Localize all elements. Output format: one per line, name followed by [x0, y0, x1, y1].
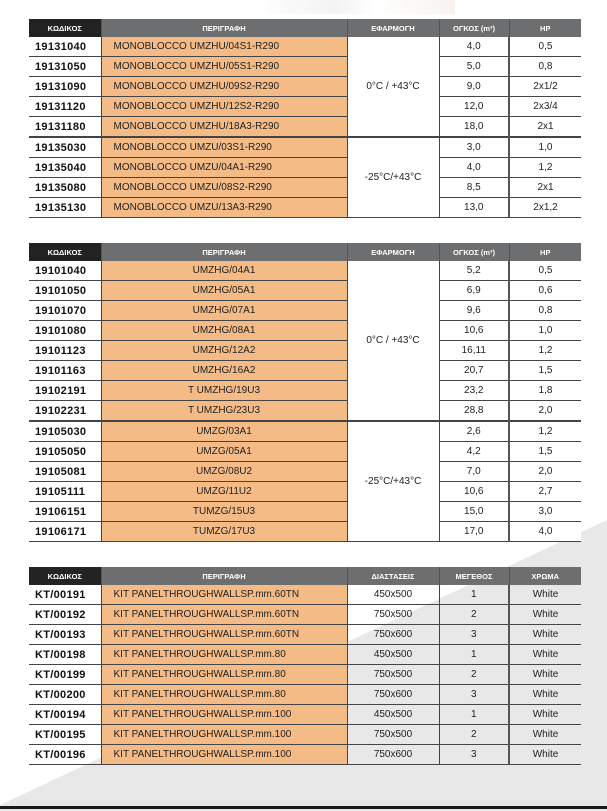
size-value: 3	[439, 685, 509, 705]
product-description: KIT PANELTHROUGHWALLSP.mm.60TN	[101, 585, 347, 605]
product-code: 19101040	[29, 261, 101, 281]
product-description: MONOBLOCCO UMZHU/18A3-R290	[101, 117, 347, 138]
product-code: 19105111	[29, 482, 101, 502]
column-header: ΔΙΑΣΤΑΣΕΙΣ	[347, 567, 439, 585]
product-code: KT/00191	[29, 585, 101, 605]
product-code: 19135040	[29, 158, 101, 178]
volume-value: 5,0	[439, 57, 509, 77]
volume-value: 12,0	[439, 97, 509, 117]
volume-value: 10,6	[439, 482, 509, 502]
column-header: ΚΩΔΙΚΟΣ	[29, 19, 101, 37]
product-code: 19101050	[29, 281, 101, 301]
size-value: 3	[439, 745, 509, 765]
header-row	[29, 567, 581, 585]
hp-value: 1,8	[509, 381, 581, 401]
product-code: 19105081	[29, 462, 101, 482]
product-code: 19102231	[29, 401, 101, 422]
table-row	[29, 158, 581, 178]
hp-value: 1,2	[509, 341, 581, 361]
product-description: KIT PANELTHROUGHWALLSP.mm.100	[101, 705, 347, 725]
volume-value: 9,6	[439, 301, 509, 321]
size-value: 2	[439, 665, 509, 685]
product-code: 19105030	[29, 421, 101, 442]
product-description: UMZG/05A1	[101, 442, 347, 462]
product-description: UMZG/11U2	[101, 482, 347, 502]
hp-value: 2,0	[509, 462, 581, 482]
application-range: -25°C/+43°C	[347, 137, 439, 218]
hp-value: 4,0	[509, 522, 581, 542]
monoblocco-r290-table	[29, 19, 581, 218]
product-description: UMZHG/07A1	[101, 301, 347, 321]
header-row	[29, 19, 581, 37]
hp-value: 2x3/4	[509, 97, 581, 117]
product-description: MONOBLOCCO UMZU/03S1-R290	[101, 137, 347, 158]
product-description: KIT PANELTHROUGHWALLSP.mm.80	[101, 665, 347, 685]
hp-value: 2x1,2	[509, 198, 581, 218]
color-value: White	[509, 685, 581, 705]
table-row	[29, 462, 581, 482]
color-value: White	[509, 625, 581, 645]
column-header: ΕΦΑΡΜΟΓΗ	[347, 19, 439, 37]
dimensions-value: 750x500	[347, 605, 439, 625]
product-code: KT/00192	[29, 605, 101, 625]
table-row	[29, 37, 581, 57]
volume-value: 6,9	[439, 281, 509, 301]
table-row	[29, 502, 581, 522]
hp-value: 2x1	[509, 178, 581, 198]
table-row	[29, 665, 581, 685]
hp-value: 1,0	[509, 321, 581, 341]
product-description: UMZHG/12A2	[101, 341, 347, 361]
volume-value: 15,0	[439, 502, 509, 522]
product-description: MONOBLOCCO UMZHU/04S1-R290	[101, 37, 347, 57]
volume-value: 9,0	[439, 77, 509, 97]
product-code: 19101163	[29, 361, 101, 381]
table-row	[29, 482, 581, 502]
table-row	[29, 605, 581, 625]
hp-value: 1,2	[509, 421, 581, 442]
column-header: HP	[509, 19, 581, 37]
product-description: KIT PANELTHROUGHWALLSP.mm.80	[101, 645, 347, 665]
hp-value: 3,0	[509, 502, 581, 522]
product-description: MONOBLOCCO UMZHU/12S2-R290	[101, 97, 347, 117]
table-row	[29, 705, 581, 725]
product-description: TUMZG/17U3	[101, 522, 347, 542]
column-header: ΚΩΔΙΚΟΣ	[29, 243, 101, 261]
product-description: KIT PANELTHROUGHWALLSP.mm.60TN	[101, 625, 347, 645]
dimensions-value: 750x600	[347, 625, 439, 645]
product-code: KT/00198	[29, 645, 101, 665]
volume-value: 8,5	[439, 178, 509, 198]
column-header: ΠΕΡΙΓΡΑΦΗ	[101, 567, 347, 585]
product-description: UMZHG/04A1	[101, 261, 347, 281]
size-value: 1	[439, 645, 509, 665]
table-row	[29, 77, 581, 97]
volume-value: 16,11	[439, 341, 509, 361]
product-code: 19135130	[29, 198, 101, 218]
product-description: KIT PANELTHROUGHWALLSP.mm.100	[101, 725, 347, 745]
volume-value: 4,0	[439, 158, 509, 178]
product-code: KT/00200	[29, 685, 101, 705]
table-row	[29, 381, 581, 401]
column-header: ΟΓΚΟΣ (m³)	[439, 243, 509, 261]
table-row	[29, 401, 581, 422]
table-row	[29, 301, 581, 321]
size-value: 2	[439, 725, 509, 745]
hp-value: 2,7	[509, 482, 581, 502]
hp-value: 0,5	[509, 37, 581, 57]
volume-value: 4,2	[439, 442, 509, 462]
volume-value: 20,7	[439, 361, 509, 381]
product-code: 19105050	[29, 442, 101, 462]
color-value: White	[509, 645, 581, 665]
table-row	[29, 685, 581, 705]
table-row	[29, 281, 581, 301]
size-value: 3	[439, 625, 509, 645]
column-header: ΚΩΔΙΚΟΣ	[29, 567, 101, 585]
hp-value: 1,5	[509, 361, 581, 381]
product-code: 19131180	[29, 117, 101, 138]
table-row	[29, 57, 581, 77]
product-description: UMZHG/05A1	[101, 281, 347, 301]
product-code: 19102191	[29, 381, 101, 401]
table-row	[29, 341, 581, 361]
hp-value: 0,8	[509, 57, 581, 77]
hp-value: 2,0	[509, 401, 581, 422]
product-code: 19101123	[29, 341, 101, 361]
table-row	[29, 421, 581, 442]
size-value: 2	[439, 605, 509, 625]
product-code: 19131040	[29, 37, 101, 57]
dimensions-value: 450x500	[347, 705, 439, 725]
panel-kit-table	[29, 567, 581, 765]
color-value: White	[509, 665, 581, 685]
product-code: 19101080	[29, 321, 101, 341]
hp-value: 2x1	[509, 117, 581, 138]
table-row	[29, 321, 581, 341]
dimensions-value: 750x600	[347, 745, 439, 765]
volume-value: 2,6	[439, 421, 509, 442]
table-row	[29, 261, 581, 281]
table-row	[29, 745, 581, 765]
product-description: UMZHG/08A1	[101, 321, 347, 341]
table-row	[29, 178, 581, 198]
product-code: 19106171	[29, 522, 101, 542]
color-value: White	[509, 605, 581, 625]
volume-value: 13,0	[439, 198, 509, 218]
color-value: White	[509, 725, 581, 745]
product-code: KT/00196	[29, 745, 101, 765]
product-description: T UMZHG/19U3	[101, 381, 347, 401]
product-description: UMZG/08U2	[101, 462, 347, 482]
product-description: MONOBLOCCO UMZU/13A3-R290	[101, 198, 347, 218]
column-header: ΠΕΡΙΓΡΑΦΗ	[101, 19, 347, 37]
product-code: 19131050	[29, 57, 101, 77]
product-code: 19135030	[29, 137, 101, 158]
product-description: T UMZHG/23U3	[101, 401, 347, 422]
volume-value: 3,0	[439, 137, 509, 158]
dimensions-value: 750x500	[347, 725, 439, 745]
table-row	[29, 137, 581, 158]
table-row	[29, 361, 581, 381]
hp-value: 2x1/2	[509, 77, 581, 97]
product-code: KT/00195	[29, 725, 101, 745]
hp-value: 1,0	[509, 137, 581, 158]
hp-value: 1,5	[509, 442, 581, 462]
product-description: UMZHG/16A2	[101, 361, 347, 381]
column-header: HP	[509, 243, 581, 261]
product-description: MONOBLOCCO UMZU/04A1-R290	[101, 158, 347, 178]
product-code: 19131090	[29, 77, 101, 97]
product-code: 19106151	[29, 502, 101, 522]
product-code: 19101070	[29, 301, 101, 321]
volume-value: 7,0	[439, 462, 509, 482]
column-header: ΜΕΓΕΘΟΣ	[439, 567, 509, 585]
dimensions-value: 450x500	[347, 585, 439, 605]
hp-value: 0,8	[509, 301, 581, 321]
product-code: KT/00193	[29, 625, 101, 645]
volume-value: 18,0	[439, 117, 509, 138]
hp-value: 0,6	[509, 281, 581, 301]
monoblocco-umzhg-umzg-table	[29, 243, 581, 542]
volume-value: 17,0	[439, 522, 509, 542]
dimensions-value: 750x600	[347, 685, 439, 705]
size-value: 1	[439, 585, 509, 605]
table-row	[29, 97, 581, 117]
product-description: KIT PANELTHROUGHWALLSP.mm.100	[101, 745, 347, 765]
table-row	[29, 442, 581, 462]
dimensions-value: 750x500	[347, 665, 439, 685]
product-code: 19135080	[29, 178, 101, 198]
table-row	[29, 585, 581, 605]
product-code: KT/00199	[29, 665, 101, 685]
volume-value: 4,0	[439, 37, 509, 57]
dimensions-value: 450x500	[347, 645, 439, 665]
table-row	[29, 117, 581, 138]
product-description: MONOBLOCCO UMZHU/09S2-R290	[101, 77, 347, 97]
product-description: MONOBLOCCO UMZHU/05S1-R290	[101, 57, 347, 77]
table-row	[29, 645, 581, 665]
size-value: 1	[439, 705, 509, 725]
bottom-divider	[0, 806, 607, 809]
column-header: ΟΓΚΟΣ (m³)	[439, 19, 509, 37]
product-description: MONOBLOCCO UMZU/08S2-R290	[101, 178, 347, 198]
product-photo-fragment	[255, 0, 455, 14]
table-row	[29, 198, 581, 218]
application-range: -25°C/+43°C	[347, 421, 439, 542]
product-description: KIT PANELTHROUGHWALLSP.mm.60TN	[101, 605, 347, 625]
application-range: 0°C / +43°C	[347, 261, 439, 421]
product-description: KIT PANELTHROUGHWALLSP.mm.80	[101, 685, 347, 705]
volume-value: 28,8	[439, 401, 509, 422]
volume-value: 10,6	[439, 321, 509, 341]
column-header: ΕΦΑΡΜΟΓΗ	[347, 243, 439, 261]
product-description: UMZG/03A1	[101, 421, 347, 442]
color-value: White	[509, 705, 581, 725]
product-code: 19131120	[29, 97, 101, 117]
column-header: ΠΕΡΙΓΡΑΦΗ	[101, 243, 347, 261]
table-row	[29, 625, 581, 645]
hp-value: 1,2	[509, 158, 581, 178]
color-value: White	[509, 585, 581, 605]
volume-value: 5,2	[439, 261, 509, 281]
color-value: White	[509, 745, 581, 765]
product-code: KT/00194	[29, 705, 101, 725]
table-row	[29, 725, 581, 745]
hp-value: 0,5	[509, 261, 581, 281]
table-row	[29, 522, 581, 542]
product-description: TUMZG/15U3	[101, 502, 347, 522]
header-row	[29, 243, 581, 261]
application-range: 0°C / +43°C	[347, 37, 439, 137]
volume-value: 23,2	[439, 381, 509, 401]
column-header: ΧΡΩΜΑ	[509, 567, 581, 585]
